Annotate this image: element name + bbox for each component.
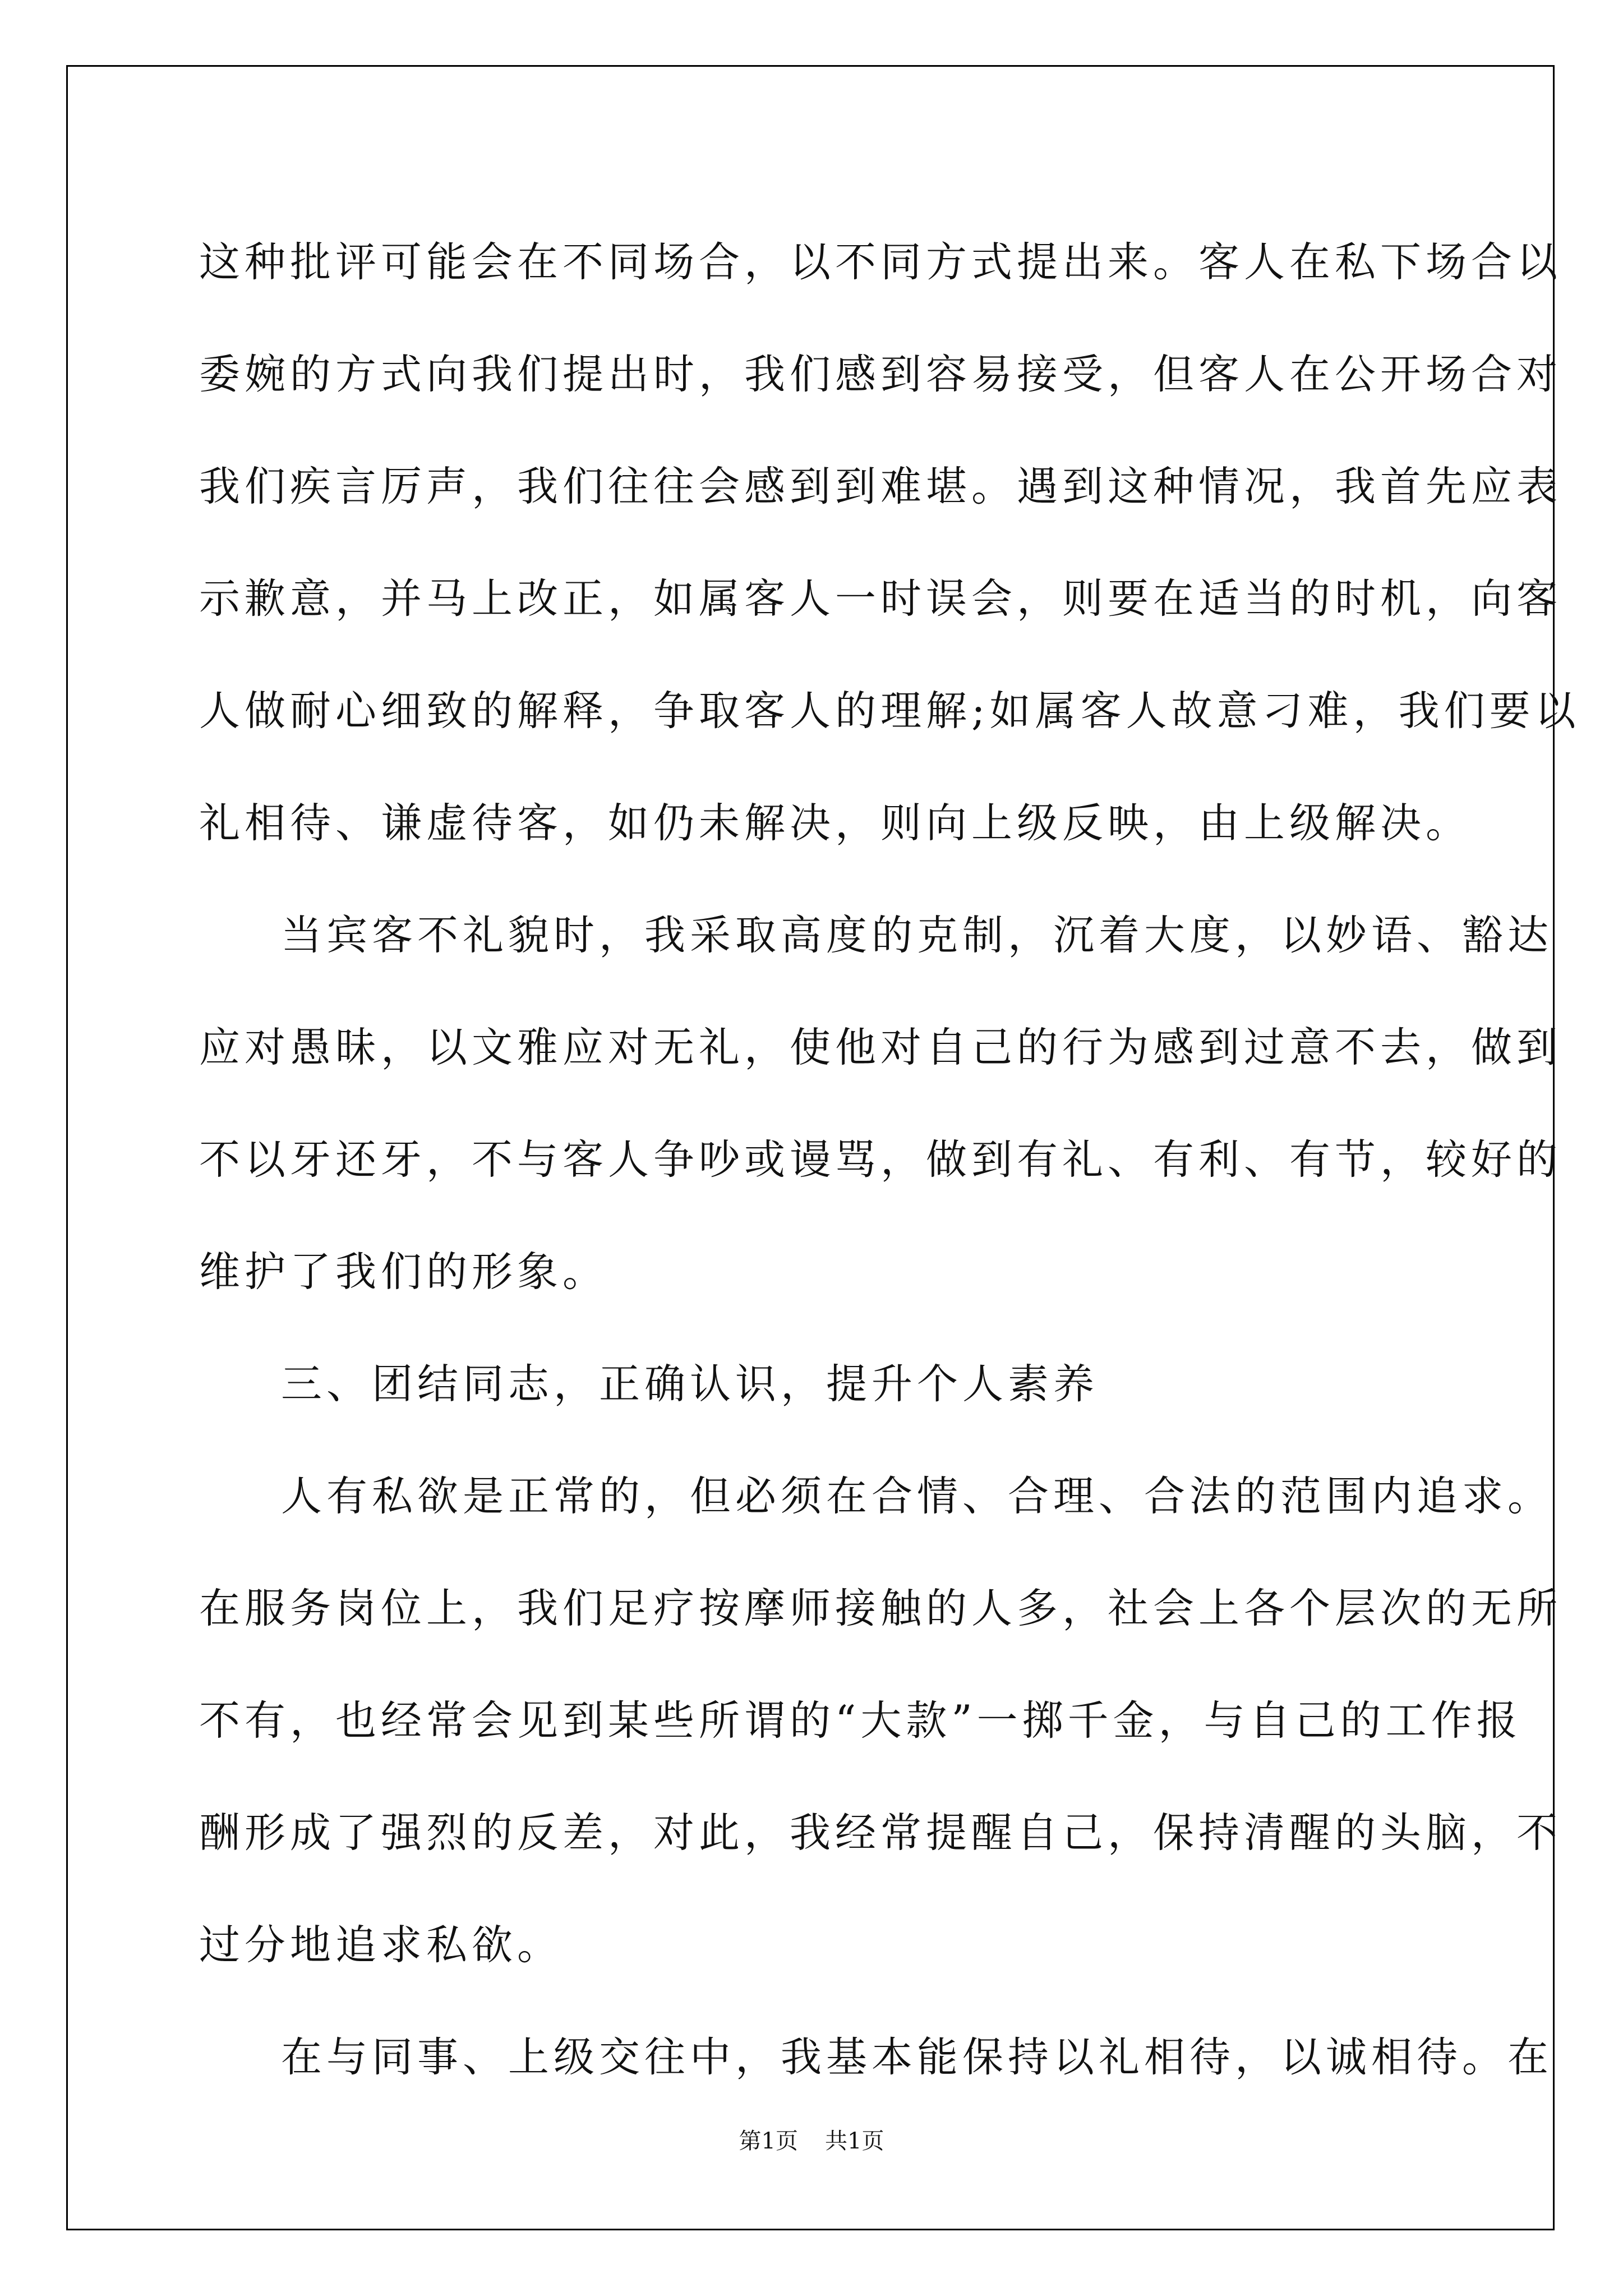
paragraph-2	[199, 880, 1562, 1328]
section-heading	[199, 1328, 1430, 1441]
text-line: 人做耐心细致的解释，争取客人的理解;如属客人故意刁难，我们要以	[199, 687, 1580, 735]
page-total: 共1页	[825, 2128, 884, 2154]
text-line: 在与同事、上级交往中，我基本能保持以礼相待，以诚相待。在	[281, 2033, 1553, 2081]
paragraph-4	[199, 1441, 1562, 2001]
text-line: 不有，也经常会见到某些所谓的“大款”一掷千金，与自己的工作报	[199, 1697, 1522, 1745]
text-line: 这种批评可能会在不同场合，以不同方式提出来。客人在私下场合以	[199, 238, 1562, 286]
text-line: 应对愚昧，以文雅应对无礼，使他对自己的行为感到过意不去，做到	[199, 1024, 1562, 1071]
text-line: 我们疾言厉声，我们往往会感到到难堪。遇到这种情况，我首先应表	[199, 463, 1562, 510]
page-footer	[0, 2123, 1623, 2155]
text-line: 酬形成了强烈的反差，对此，我经常提醒自己，保持清醒的头脑，不	[199, 1809, 1562, 1857]
text-line: 示歉意，并马上改正，如属客人一时误会，则要在适当的时机，向客	[199, 575, 1562, 623]
text-line: 礼相待、谦虚待客，如仍未解决，则向上级反映，由上级解决。	[199, 799, 1471, 847]
document-body	[199, 206, 1580, 2114]
paragraph-1	[199, 206, 1580, 880]
text-line: 过分地追求私欲。	[199, 1921, 562, 1969]
text-line: 三、团结同志，正确认识，提升个人素养	[281, 1360, 1099, 1408]
text-line: 不以牙还牙，不与客人争吵或谩骂，做到有礼、有利、有节，较好的	[199, 1136, 1562, 1184]
text-line: 当宾客不礼貌时，我采取高度的克制，沉着大度，以妙语、豁达	[281, 912, 1553, 959]
text-line: 维护了我们的形象。	[199, 1248, 608, 1296]
paragraph-5	[199, 2001, 1553, 2114]
text-line: 人有私欲是正常的，但必须在合情、合理、合法的范围内追求。	[281, 1473, 1553, 1520]
text-line: 委婉的方式向我们提出时，我们感到容易接受，但客人在公开场合对	[199, 351, 1562, 398]
text-line: 在服务岗位上，我们足疗按摩师接触的人多，社会上各个层次的无所	[199, 1585, 1562, 1632]
page-number: 第1页	[739, 2128, 798, 2154]
